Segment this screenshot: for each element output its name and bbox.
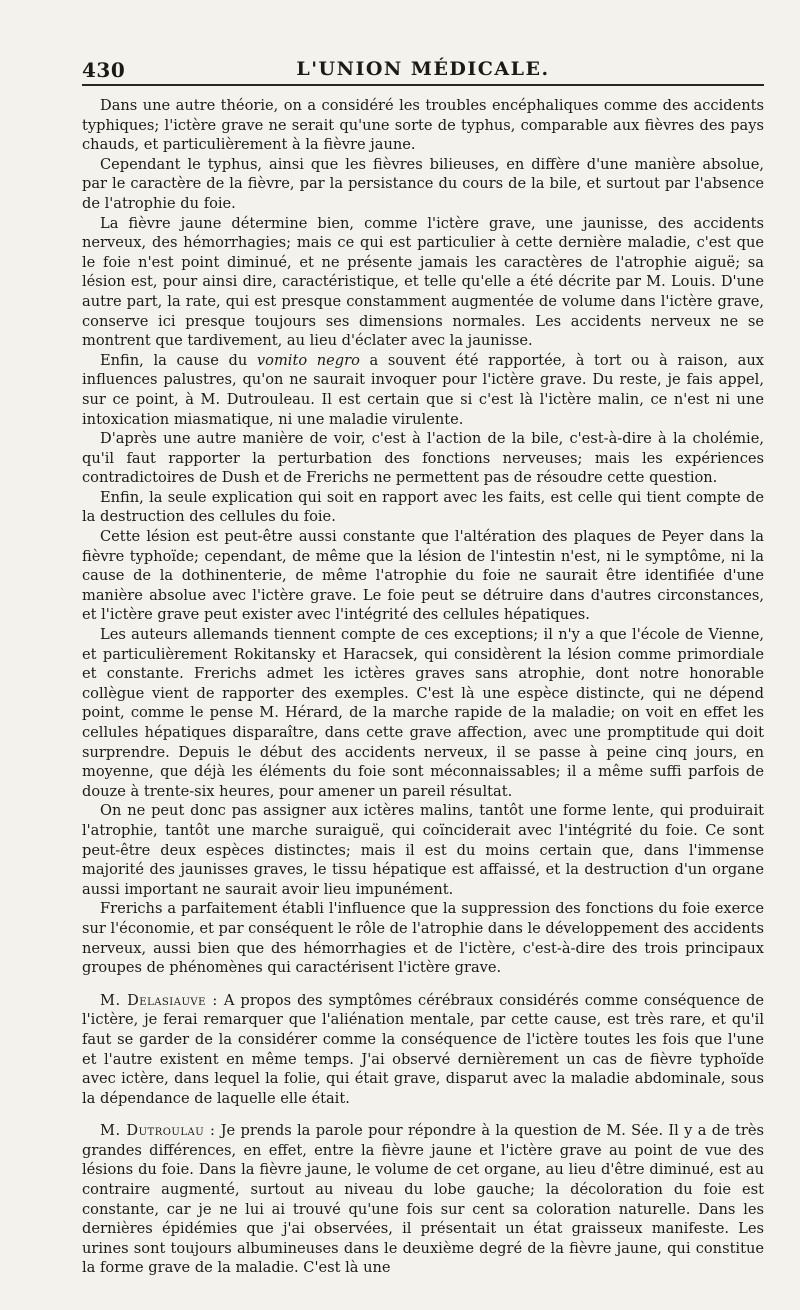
paragraph: Cependant le typhus, ainsi que les fièvres bilieuses, en diffère d'une manière absolue, par le caractère de la fièvre, par la persistance du cours de la bile, et surtout par l'absence de l'atrophie du foie.	[82, 155, 764, 212]
paragraph: Les auteurs allemands tiennent compte de ces exceptions; il n'y a que l'école de Vienne, et particulièrement Rokitansky et Haracsek, qui considèrent la lésion comme primordiale et constante. Frerichs admet les ictères graves sans atrophie, dont notre honorable collègue vient de rapporter des exemples. C'est là une espèce distincte, qui ne dépend point, comme le pense M. Hérard, de la marche rapide de la maladie; on voit en effet les cellules hépatiques disparaître, dans cette grave affection, avec une promptitude qui doit surprendre. Depuis le début des accidents nerveux, il se passe à peine cinq jours, en moyenne, que déjà les éléments du foie sont méconnaissables; il a même suffi parfois de douze à trente-six heures, pour amener un pareil résultat.	[82, 626, 764, 800]
paragraph: La fièvre jaune détermine bien, comme l'ictère grave, une jaunisse, des accidents nerveux, des hémorrhagies; mais ce qui est particulier à cette dernière maladie, c'est que le foie n'est point diminué, et ne présente jamais les caractères de l'atrophie aiguë; sa lésion est, pour ainsi dire, caractéristique, et telle qu'elle a été décrite par M. Louis. D'une autre part, la rate, qui est presque constamment augmentée de volume dans l'ictère grave, conserve ici presque toujours ses dimensions normales. Les accidents nerveux ne se montrent que tardivement, au lieu d'éclater avec la jaunisse.	[82, 214, 764, 350]
paragraph-text: a souvent été rapportée, à tort ou à raison, aux influences palustres, qu'on ne saurait invoquer pour l'ictère grave. Du reste, je fais appel, sur ce point, à M. Dutrouleau. Il est certain que si c'est là l'ictère malin, ce n'est ni une intoxication miasmatique, ni une maladie virulente.	[82, 351, 765, 428]
paragraph-text: Enfin, la cause du	[100, 351, 257, 369]
paragraph: Cette lésion est peut-être aussi constante que l'altération des plaques de Peyer dans la fièvre typhoïde; cependant, de même que la lésion de l'intestin n'est, ni le symptôme, ni la cause de la dothinenterie, de même l'atrophie du foie ne saurait être identifiée d'une manière absolue avec l'ictère grave. Le foie peut se détruire dans d'autres circonstances, et l'ictère grave peut exister avec l'intégrité des cellules hépatiques.	[82, 528, 764, 624]
paragraph	[82, 351, 764, 429]
paragraph: Enfin, la seule explication qui soit en rapport avec les faits, est celle qui tient compte de la destruction des cellules du foie.	[82, 488, 764, 526]
paragraph: Dans une autre théorie, on a considéré les troubles encéphaliques comme des accidents typhiques; l'ictère grave ne serait qu'une sorte de typhus, comparable aux fièvres des pays chauds, et particulièrement à la fièvre jaune.	[82, 97, 764, 154]
body-text	[82, 96, 764, 1278]
paragraph: On ne peut donc pas assigner aux ictères malins, tantôt une forme lente, qui produirait l'atrophie, tantôt une marche suraiguë, qui coïnciderait avec l'intégrité du foie. Ce sont peut-être deux espèces distinctes; mais il est du moins certain que, dans l'immense majorité des jaunisses graves, le tissu hépatique est affaissé, et la destruction d'un organe aussi important ne saurait avoir lieu impunément.	[82, 802, 764, 898]
page-header	[82, 52, 764, 86]
speech-paragraph	[82, 991, 764, 1109]
paragraph: Frerichs a parfaitement établi l'influence que la suppression des fonctions du foie exerce sur l'économie, et par conséquent le rôle de l'atrophie dans le développement des accidents nerveux, aussi bien que des hémorrhagies et de l'ictère, c'est-à-dire des trois principaux groupes de phénomènes qui caractérisent l'ictère grave.	[82, 900, 764, 977]
running-head: L'UNION MÉDICALE.	[296, 58, 550, 80]
speaker-name: M. Dutroulau :	[100, 1122, 216, 1140]
page-number: 430	[82, 58, 126, 82]
speech-text: Je prends la parole pour répondre à la question de M. Sée. Il y a de très grandes différences, en effet, entre la fièvre jaune et l'ictère grave au point de vue des lésions du foie. Dans la fièvre jaune, le volume de cet organe, au lieu d'être diminué, est au contraire augmenté, surtout au niveau du lobe gauche; la décoloration du foie est constante, car je ne lui ai trouvé qu'une fois sur cent sa coloration naturelle. Dans les dernières épidémies que j'ai observées, il présentait un état graisseux manifeste. Les urines sont toujours albumineuses dans le deuxième degré de la fièvre jaune, qui constitue la forme grave de la maladie. C'est là une	[82, 1122, 764, 1277]
speaker-name: M. Delasiauve :	[100, 991, 218, 1009]
speech-paragraph	[82, 1121, 764, 1278]
paragraph: D'après une autre manière de voir, c'est à l'action de la bile, c'est-à-dire à la cholémie, qu'il faut rapporter la perturbation des fonctions nerveuses; mais les expériences contradictoires de Dush et de Frerichs ne permettent pas de résoudre cette question.	[82, 430, 764, 487]
italic-term: vomito negro	[256, 351, 360, 369]
speech-text: A propos des symptômes cérébraux considérés comme conséquence de l'ictère, je ferai remarquer que l'aliénation mentale, par cette cause, est très rare, et qu'il faut se garder de la considérer comme la conséquence de l'ictère toutes les fois que l'une et l'autre existent en même temps. J'ai observé dernièrement un cas de fièvre typhoïde avec ictère, dans lequel la folie, qui était grave, disparut avec la maladie abdominale, sous la dépendance de laquelle elle était.	[82, 991, 764, 1107]
